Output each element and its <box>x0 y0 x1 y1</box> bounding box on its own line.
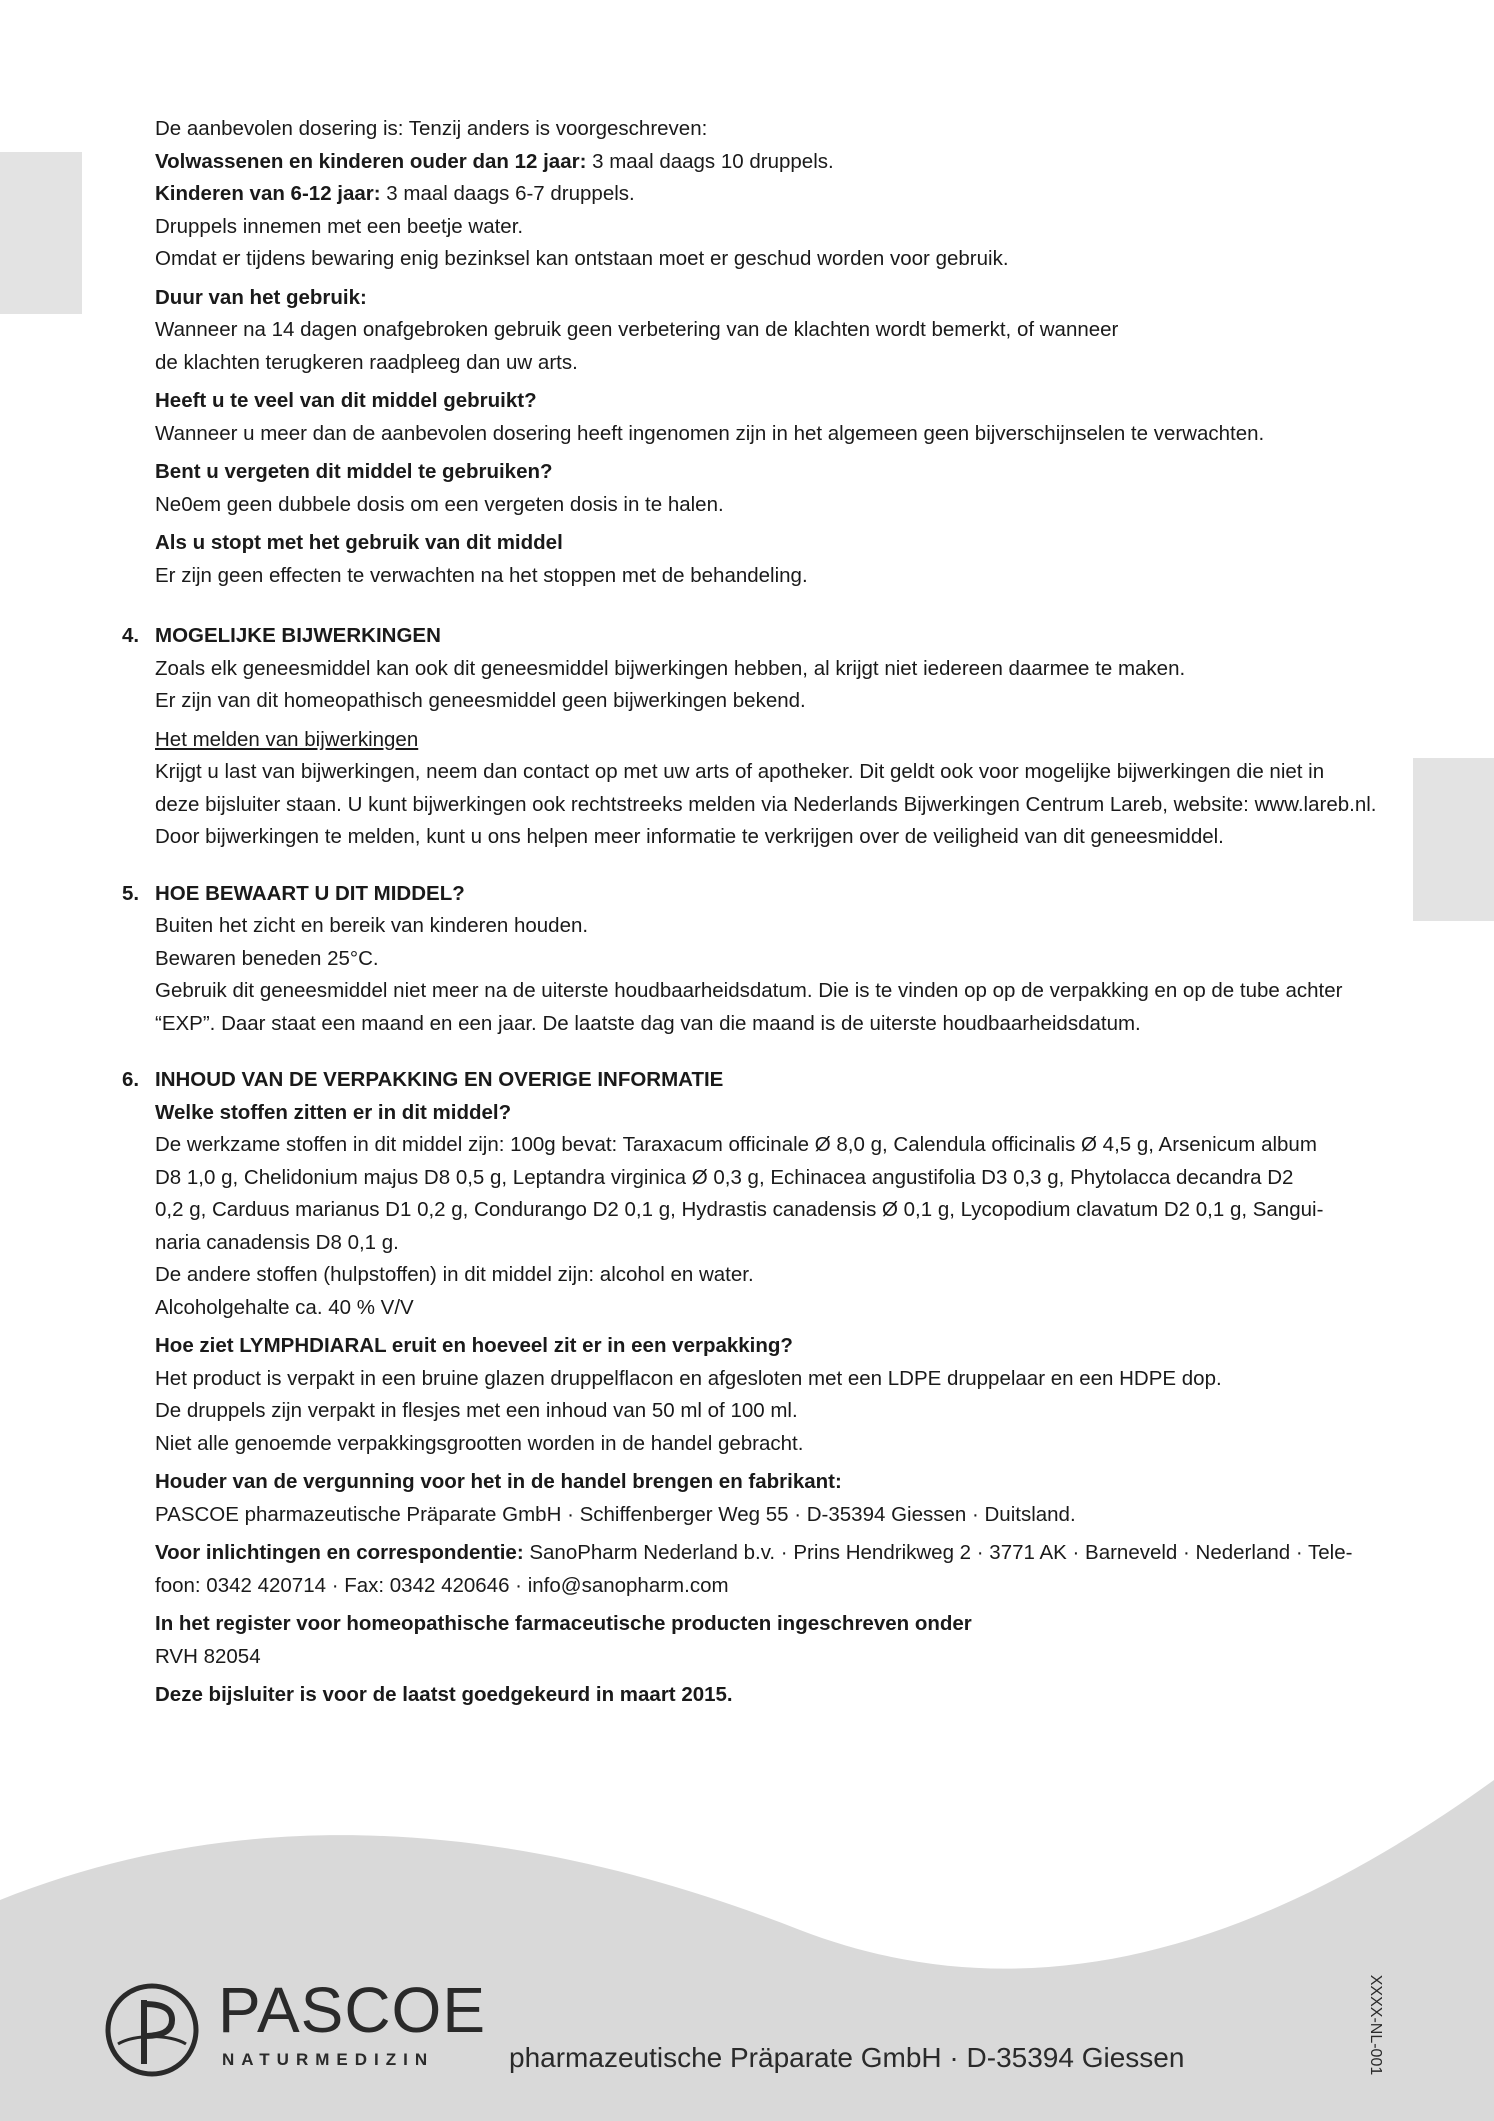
section-5 <box>122 878 1387 1041</box>
reporting-text-1: Krijgt u last van bijwerkingen, neem dan contact op met uw arts of apotheker. Dit geldt ook voor mogelijke bijwerkingen die niet in <box>155 760 1325 783</box>
contact-value: SanoPharm Nederland b.v. · Prins Hendrikweg 2 · 3771 AK · Barneveld · Nederland · Tele- <box>523 1541 1353 1564</box>
overdose-block <box>155 385 1387 450</box>
ingredients-text-3: 0,2 g, Carduus marianus D1 0,2 g, Condurango D2 0,1 g, Hydrastis canadensis Ø 0,1 g, Lycopodium clavatum D2 0,1 g, Sangui- <box>155 1198 1324 1221</box>
dosage-adults-label: Volwassenen en kinderen ouder dan 12 jaar: <box>155 149 587 173</box>
dosage-children <box>155 178 1387 211</box>
ingredients-text-4: naria canadensis D8 0,1 g. <box>155 1230 399 1254</box>
side-effects-text-1: Zoals elk geneesmiddel kan ook dit geneesmiddel bijwerkingen hebben, al krijgt niet iedereen daarmee te maken. <box>155 656 1186 680</box>
packaging-heading: Hoe ziet LYMPHDIARAL eruit en hoeveel zit er in een verpakking? <box>155 1334 793 1357</box>
brand-name: PASCOE <box>218 1974 486 2046</box>
dosage-children-value: 3 maal daags 6-7 druppels. <box>380 182 635 205</box>
duration-text-2: de klachten terugkeren raadpleeg dan uw arts. <box>155 350 578 374</box>
holder-block <box>155 1466 1387 1531</box>
side-tab-right <box>1413 758 1494 921</box>
stop-use-block <box>155 527 1387 592</box>
section-4 <box>122 620 1387 854</box>
storage-text-2: Bewaren beneden 25°C. <box>155 946 379 970</box>
section-4-number: 4. <box>122 624 140 647</box>
dosage-shake: Omdat er tijdens bewaring enig bezinksel kan ontstaan moet er geschud worden voor gebruik. <box>155 247 1009 270</box>
section-4-title: MOGELIJKE BIJWERKINGEN <box>155 624 441 647</box>
packaging-text-1: Het product is verpakt in een bruine glazen druppelflacon en afgesloten met een LDPE druppelaar en een HDPE dop. <box>155 1366 1222 1390</box>
contact-text-1 <box>155 1537 1387 1570</box>
dosage-block <box>155 113 1387 276</box>
dosage-adults-value: 3 maal daags 10 druppels. <box>586 149 834 173</box>
approval-block <box>155 1679 1387 1712</box>
reporting-text-2: deze bijsluiter staan. U kunt bijwerkingen ook rechtstreeks melden via Nederlands Bijwerkingen Centrum Lareb, website: www.lareb.nl. <box>155 792 1377 816</box>
holder-text: PASCOE pharmazeutische Präparate GmbH · Schiffenberger Weg 55 · D-35394 Giessen · Duitsland. <box>155 1502 1076 1526</box>
register-number: RVH 82054 <box>155 1644 261 1668</box>
packaging-text-2: De druppels zijn verpakt in flesjes met een inhoud van 50 ml of 100 ml. <box>155 1399 798 1422</box>
pascoe-logo-icon <box>104 1982 200 2078</box>
side-effects-text-2: Er zijn van dit homeopathisch geneesmiddel geen bijwerkingen bekend. <box>155 689 806 712</box>
ingredients-heading: Welke stoffen zitten er in dit middel? <box>155 1100 512 1124</box>
footer-company: pharmazeutische Präparate GmbH · D-35394 Giessen <box>509 2042 1185 2073</box>
contact-text-2: foon: 0342 420714 · Fax: 0342 420646 · info@sanopharm.com <box>155 1573 729 1597</box>
leaflet-content <box>122 113 1387 1712</box>
missed-dose-block <box>155 456 1387 521</box>
section-5-number: 5. <box>122 881 140 905</box>
contact-label: Voor inlichtingen en correspondentie: <box>155 1541 524 1564</box>
reporting-block <box>155 724 1387 854</box>
excipients-text: De andere stoffen (hulpstoffen) in dit middel zijn: alcohol en water. <box>155 1263 754 1286</box>
missed-dose-heading: Bent u vergeten dit middel te gebruiken? <box>155 460 553 483</box>
contact-block <box>155 1537 1387 1602</box>
leaflet-code <box>1360 1950 1390 2100</box>
ingredients-text-2: D8 1,0 g, Chelidonium majus D8 0,5 g, Leptandra virginica Ø 0,3 g, Echinacea angustifolia D3 0,3 g, Phytolacca decandra D2 <box>155 1165 1294 1189</box>
dosage-children-label: Kinderen van 6-12 jaar: <box>155 182 381 205</box>
register-block <box>155 1608 1387 1673</box>
storage-text-3: Gebruik dit geneesmiddel niet meer na de uiterste houdbaarheidsdatum. Die is te vinden op op de verpakking en op de tube achter <box>155 979 1343 1002</box>
dosage-adults <box>155 146 1387 179</box>
approval-text: Deze bijsluiter is voor de laatst goedgekeurd in maart 2015. <box>155 1683 733 1706</box>
dosage-water: Druppels innemen met een beetje water. <box>155 214 524 238</box>
alcohol-content: Alcoholgehalte ca. 40 % V/V <box>155 1295 414 1319</box>
register-heading: In het register voor homeopathische farmaceutische producten ingeschreven onder <box>155 1612 972 1635</box>
stop-use-heading: Als u stopt met het gebruik van dit middel <box>155 531 563 554</box>
duration-block <box>155 282 1387 380</box>
reporting-heading: Het melden van bijwerkingen <box>155 727 419 751</box>
overdose-text: Wanneer u meer dan de aanbevolen dosering heeft ingenomen zijn in het algemeen geen bijverschijnselen te verwachten. <box>155 421 1265 445</box>
section-5-title: HOE BEWAART U DIT MIDDEL? <box>155 881 465 905</box>
duration-text-1: Wanneer na 14 dagen onafgebroken gebruik geen verbetering van de klachten wordt bemerkt, of wanneer <box>155 318 1119 341</box>
overdose-heading: Heeft u te veel van dit middel gebruikt? <box>155 389 537 412</box>
reporting-text-3: Door bijwerkingen te melden, kunt u ons helpen meer informatie te verkrijgen over de veiligheid van dit geneesmiddel. <box>155 825 1224 848</box>
brand-subtitle: NATURMEDIZIN <box>222 2050 435 2069</box>
dosage-intro: De aanbevolen dosering is: Tenzij anders is voorgeschreven: <box>155 117 708 140</box>
storage-text-4: “EXP”. Daar staat een maand en een jaar. De laatste dag van die maand is de uiterste houdbaarheidsdatum. <box>155 1011 1141 1035</box>
section-6 <box>122 1064 1387 1712</box>
section-6-number: 6. <box>122 1068 140 1091</box>
leaflet-code-text: XXXX-NL-001 <box>1367 1974 1384 2076</box>
packaging-block <box>155 1330 1387 1460</box>
holder-heading: Houder van de vergunning voor het in de handel brengen en fabrikant: <box>155 1470 842 1493</box>
side-tab-left <box>0 152 82 314</box>
packaging-text-3: Niet alle genoemde verpakkingsgrootten worden in de handel gebracht. <box>155 1431 804 1455</box>
storage-text-1: Buiten het zicht en bereik van kinderen houden. <box>155 914 589 937</box>
duration-heading: Duur van het gebruik: <box>155 285 367 309</box>
stop-use-text: Er zijn geen effecten te verwachten na het stoppen met de behandeling. <box>155 563 808 587</box>
ingredients-text-1: De werkzame stoffen in dit middel zijn: 100g bevat: Taraxacum officinale Ø 8,0 g, Calendula officinalis Ø 4,5 g, Arsenicum album <box>155 1133 1317 1156</box>
section-6-title: INHOUD VAN DE VERPAKKING EN OVERIGE INFORMATIE <box>155 1068 724 1091</box>
missed-dose-text: Ne0em geen dubbele dosis om een vergeten dosis in te halen. <box>155 492 724 516</box>
